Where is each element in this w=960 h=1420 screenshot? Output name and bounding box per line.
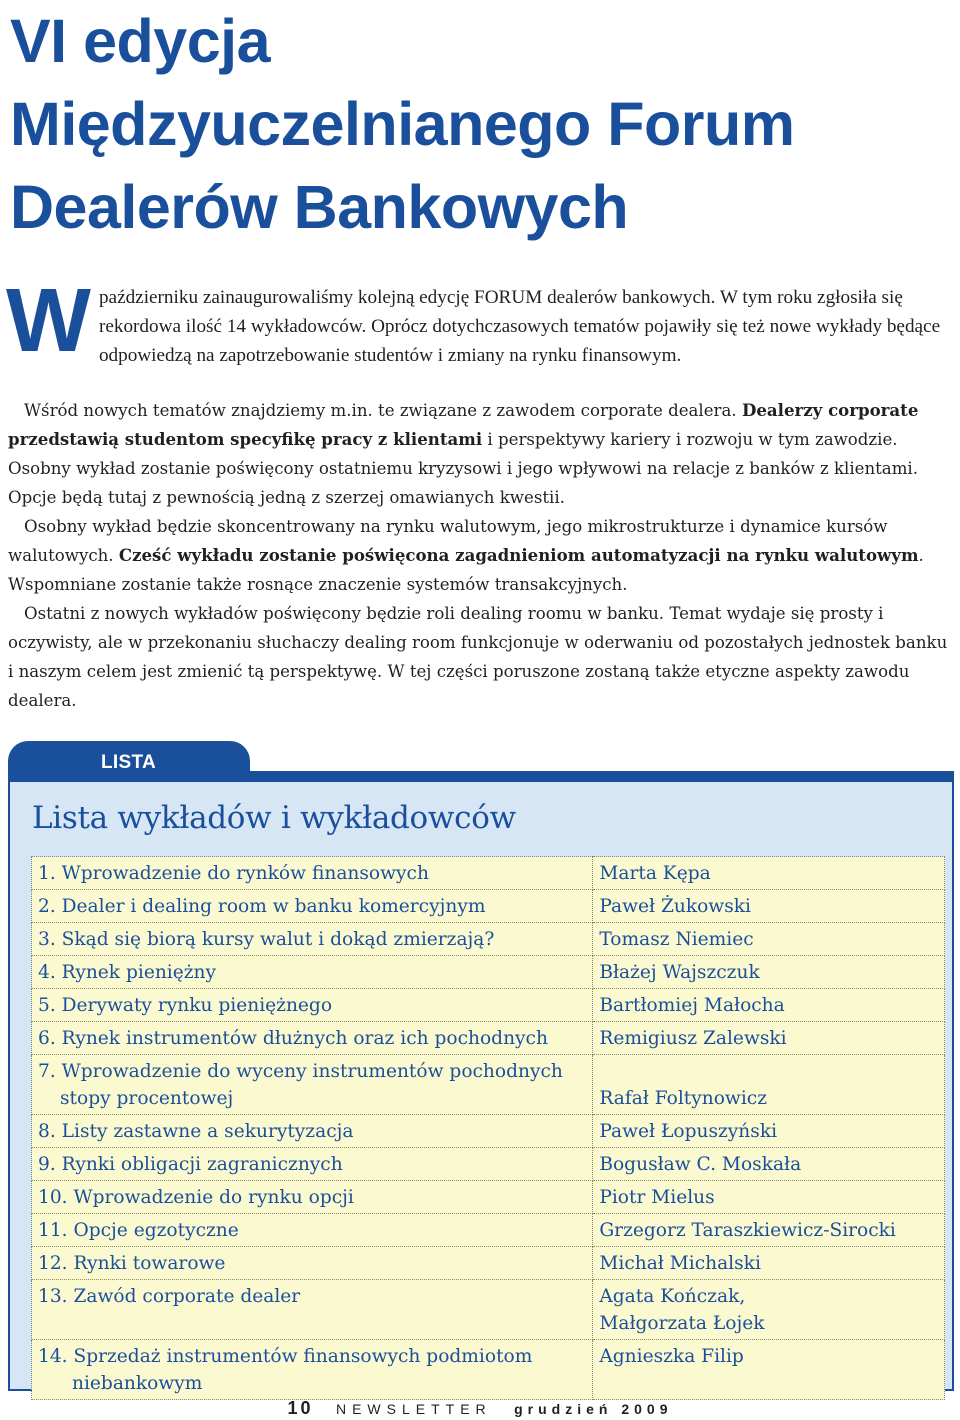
lecture-topic: [32, 1055, 593, 1115]
lista-tab-label: LISTA: [101, 752, 156, 773]
page-number: 10: [287, 1398, 314, 1418]
intro-paragraph: [6, 271, 948, 371]
table-row: [32, 1247, 945, 1280]
lecture-topic-text: 14. Sprzedaż instrumentów finansowych podmiotom niebankowym: [38, 1346, 533, 1394]
article-title: [10, 0, 955, 249]
table-row: [32, 923, 945, 956]
page-footer: [0, 1398, 960, 1419]
lecturer-name: [593, 1280, 945, 1340]
drop-cap: W: [6, 271, 91, 371]
table-row: [32, 857, 945, 890]
table-row: [32, 1115, 945, 1148]
p2-text-a: Osobny wykład będzie skoncentrowany na rynku walutowym, jego mikrostrukturze i dynamice kursów walutowych.: [8, 517, 888, 565]
table-row: [32, 1181, 945, 1214]
lecturer-name: Agnieszka Filip: [593, 1340, 945, 1400]
table-row: [32, 1022, 945, 1055]
intro-text: październiku zainaugurowaliśmy kolejną edycję FORUM dealerów bankowych. W tym roku zgłosiła się rekordowa ilość 14 wykładowców. Oprócz dotychczasowych tematów pojawiły się też nowe wykłady będące odpowiedzą na zapotrzebowanie studentów i zmiany na rynku finansowym.: [98, 287, 941, 366]
lecture-topic: 5. Derywaty rynku pieniężnego: [32, 989, 593, 1022]
body-paragraph-2: [8, 512, 948, 599]
lecturer-name: Bogusław C. Moskała: [593, 1148, 945, 1181]
lecture-topic: 4. Rynek pieniężny: [32, 956, 593, 989]
table-row: [32, 1214, 945, 1247]
lecture-list-title: Lista wykładów i wykładowców: [32, 800, 516, 836]
lecturer-name: Błażej Wajszczuk: [593, 956, 945, 989]
table-row: [32, 956, 945, 989]
title-line-3: Dealerów Bankowych: [10, 173, 629, 241]
lecture-topic: 9. Rynki obligacji zagranicznych: [32, 1148, 593, 1181]
lecturer-name: Rafał Foltynowicz: [593, 1055, 945, 1115]
table-row: [32, 1055, 945, 1115]
p1-bold: Dealerzy corporate przedstawią studentom specyfikę pracy z klientami: [8, 400, 919, 449]
lecture-topic: [32, 1340, 593, 1400]
lecturer-name-line: Małgorzata Łojek: [599, 1313, 765, 1334]
lecturer-name: Paweł Łopuszyński: [593, 1115, 945, 1148]
lecture-topic: 11. Opcje egzotyczne: [32, 1214, 593, 1247]
table-row: [32, 1280, 945, 1340]
lecturer-name: Bartłomiej Małocha: [593, 989, 945, 1022]
lecturer-name: Marta Kępa: [593, 857, 945, 890]
issue-date: grudzień 2009: [514, 1401, 673, 1417]
table-row: [32, 1340, 945, 1400]
lecture-topic: 12. Rynki towarowe: [32, 1247, 593, 1280]
lecturer-name: Piotr Mielus: [593, 1181, 945, 1214]
lecture-topic: 6. Rynek instrumentów dłużnych oraz ich pochodnych: [32, 1022, 593, 1055]
body-paragraph-1: [8, 396, 948, 512]
lecturer-name: Tomasz Niemiec: [593, 923, 945, 956]
lecture-topic: 3. Skąd się biorą kursy walut i dokąd zmierzają?: [32, 923, 593, 956]
newsletter-label: NEWSLETTER: [335, 1401, 492, 1417]
lecturer-name: Michał Michalski: [593, 1247, 945, 1280]
p2-bold: Cześć wykładu zostanie poświęcona zagadnieniom automatyzacji na rynku walutowym: [118, 545, 919, 565]
lecture-topic: 8. Listy zastawne a sekurytyzacja: [32, 1115, 593, 1148]
p1-text-a: Wśród nowych tematów znajdziemy m.in. te związane z zawodem corporate dealera.: [24, 401, 742, 420]
article-body: [8, 396, 948, 715]
lecture-topic-text: 7. Wprowadzenie do wyceny instrumentów pochodnych stopy procentowej: [38, 1061, 563, 1109]
table-row: [32, 890, 945, 923]
lecture-topic: 2. Dealer i dealing room w banku komercyjnym: [32, 890, 593, 923]
lecturer-name: Remigiusz Zalewski: [593, 1022, 945, 1055]
p1-text-c: i perspektywy kariery i rozwoju w tym zawodzie. Osobny wykład zostanie poświęcony ostatniemu kryzysowi i jego wpływowi na relacje z banków z klientami. Opcje będą tutaj z pewnością jedną z szerzej omawianych kwestii.: [8, 430, 919, 507]
table-row: [32, 1148, 945, 1181]
p2-text-c: . Wspomniane zostanie także rosnące znaczenie systemów transakcyjnych.: [8, 546, 924, 594]
title-line-1: VI edycja: [10, 7, 270, 75]
lecture-table: [31, 856, 945, 1400]
title-line-2: Międzyuczelnianego Forum: [10, 90, 795, 158]
lecture-topic: 1. Wprowadzenie do rynków finansowych: [32, 857, 593, 890]
table-row: [32, 989, 945, 1022]
lista-tab: [8, 741, 250, 782]
lecturer-name-line: Agata Kończak,: [599, 1286, 746, 1307]
lecture-topic: 13. Zawód corporate dealer: [32, 1280, 593, 1340]
body-paragraph-3: Ostatni z nowych wykładów poświęcony będzie roli dealing roomu w banku. Temat wydaje się prosty i oczywisty, ale w przekonaniu słuchaczy dealing room funkcjonuje w oderwaniu od pozostałych jednostek banku i naszym celem jest zmienić tą perspektywę. W tej części poruszone zostaną także etyczne aspekty zawodu dealera.: [8, 604, 948, 710]
lecture-topic: 10. Wprowadzenie do rynku opcji: [32, 1181, 593, 1214]
lecturer-name: Grzegorz Taraszkiewicz-Sirocki: [593, 1214, 945, 1247]
lecturer-name: Paweł Żukowski: [593, 890, 945, 923]
